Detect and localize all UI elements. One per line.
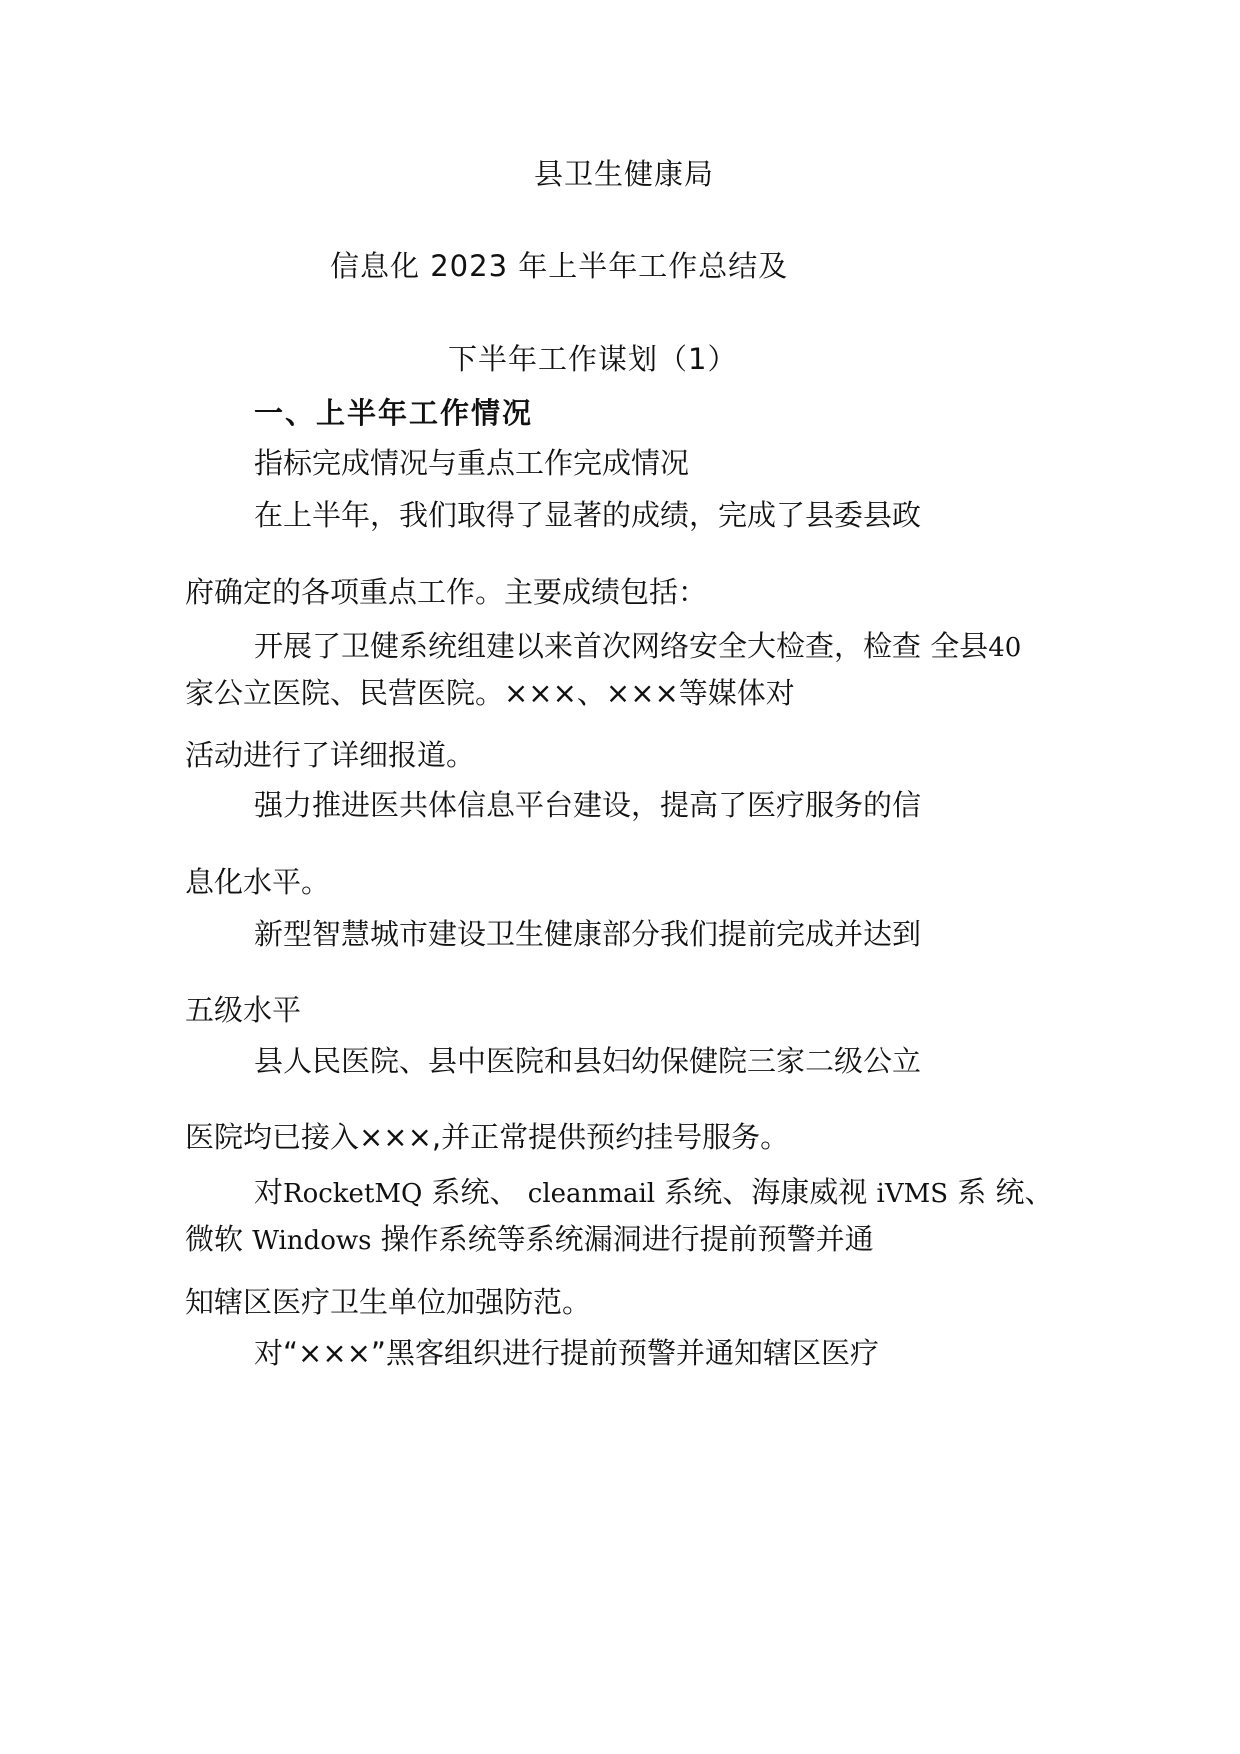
text-run: 系统、	[422, 1175, 528, 1209]
section-heading: 一、上半年工作情况	[254, 396, 534, 430]
text-run: 操作系统等系统漏洞进行提前预警并通	[371, 1222, 874, 1256]
text-run: 开展了卫健系统组建以来首次网络安全大检查，检查 全县	[254, 629, 989, 663]
text-run: 对	[254, 1175, 284, 1209]
document-title-line1: 县卫生健康局	[534, 157, 715, 191]
paragraph-line	[254, 1174, 1053, 1212]
paragraph-line	[254, 628, 1021, 666]
latin-run: Windows	[252, 1226, 372, 1256]
paragraph-line: 活动进行了详细报道。	[185, 738, 476, 772]
paragraph-line: 家公立医院、民营医院。×××、×××等媒体对	[185, 676, 795, 710]
paragraph-line: 新型智慧城市建设卫生健康部分我们提前完成并达到	[254, 917, 922, 951]
latin-run: RocketMQ	[283, 1179, 423, 1209]
paragraph-line: 五级水平	[185, 993, 302, 1027]
text-run: 系统、海康威视	[655, 1175, 877, 1209]
text-run: 微软	[185, 1222, 253, 1256]
latin-run: iVMS	[876, 1179, 949, 1209]
paragraph-line: 在上半年，我们取得了显著的成绩，完成了县委县政	[254, 498, 922, 532]
paragraph-line: 强力推进医共体信息平台建设，提高了医疗服务的信	[254, 788, 922, 822]
subheading: 指标完成情况与重点工作完成情况	[254, 446, 690, 480]
paragraph-line: 对“×××”黑客组织进行提前预警并通知辖区医疗	[254, 1336, 879, 1370]
paragraph-line	[185, 1221, 874, 1259]
paragraph-line: 县人民医院、县中医院和县妇幼保健院三家二级公立	[254, 1044, 922, 1078]
number-run: 40	[988, 633, 1022, 663]
document-title-line2: 信息化 2023 年上半年工作总结及	[330, 249, 789, 283]
text-run: 系 统、	[948, 1175, 1054, 1209]
latin-run: cleanmail	[527, 1179, 656, 1209]
paragraph-line: 医院均已接入×××,并正常提供预约挂号服务。	[185, 1120, 790, 1154]
paragraph-line: 知辖区医疗卫生单位加强防范。	[185, 1285, 592, 1319]
document-title-line3: 下半年工作谋划（1）	[448, 342, 738, 376]
paragraph-line: 府确定的各项重点工作。主要成绩包括：	[185, 575, 708, 609]
paragraph-line: 息化水平。	[185, 865, 331, 899]
